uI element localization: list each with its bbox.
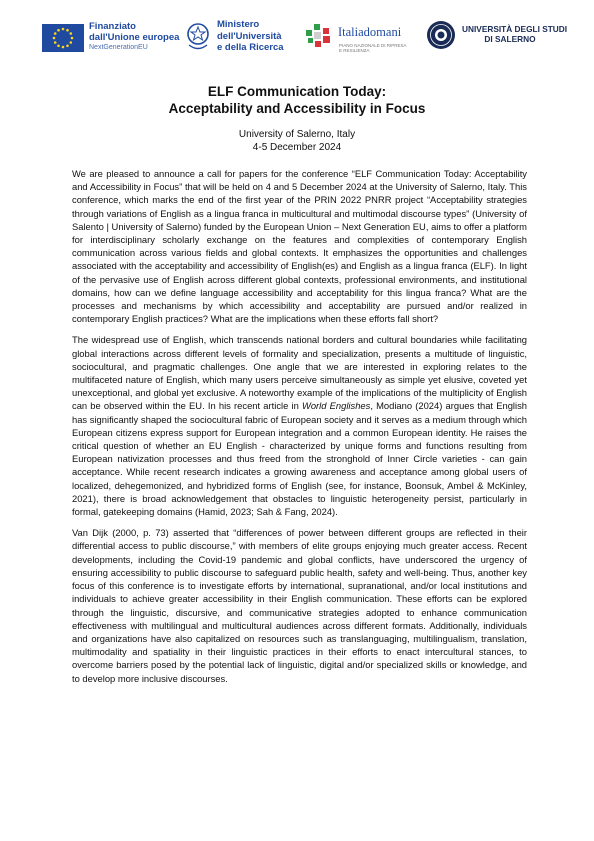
venue-dates: 4-5 December 2024 xyxy=(252,142,342,153)
venue-place: University of Salerno, Italy xyxy=(238,129,356,140)
italiadomani-mark-icon xyxy=(304,20,334,50)
ministry-logo-line3: e della Ricerca xyxy=(217,42,284,53)
paragraph-english-multiplicity xyxy=(72,333,527,518)
italiadomani-name: Italiadomani xyxy=(338,25,402,39)
university-seal-icon xyxy=(426,20,456,50)
title-line2: Acceptability and Accessibility in Focus xyxy=(168,101,426,116)
title-line1: ELF Communication Today: xyxy=(207,84,387,99)
eu-logo xyxy=(42,16,180,60)
eu-logo-line2: dall'Unione europea xyxy=(89,32,180,43)
header-logos xyxy=(42,16,568,60)
republic-emblem-icon xyxy=(185,19,211,53)
unisa-logo-line1: UNIVERSITÀ DEGLI STUDI xyxy=(462,24,568,34)
paragraph-2-part-b: , Modiano (2024) argues that English has significantly shaped the sociocultural fabric of European society and it serves as a medium through which European citizens express support for European integration and a common European identity. He raises the critical question of whether an EU English - characterized by unique forms and functions resulting from European nativization processes and thus freed from the stronghold of Inner Circle varieties - can gain acceptance. While recent research indicates a growing awareness and acceptance among global users of localized, dehegemonized, and hybridized forms of English (see, for instance, Boonsuk, Ambel & McKinley, 2021), there is broad acknowledgement that obstacles to linguistic heterogeneity persist, particularly in formal, gatekeeping domains (Hamid, 2023; Sah & Fang, 2024). xyxy=(72,400,527,518)
conference-venue xyxy=(0,128,594,154)
document-title xyxy=(0,83,594,117)
journal-title: World Englishes xyxy=(301,400,371,412)
ministry-logo-line1: Ministero xyxy=(217,19,260,30)
unisa-logo-line2: DI SALERNO xyxy=(484,34,536,44)
paragraph-intro: We are pleased to announce a call for papers for the conference “ELF Communication Today: Acceptability and Accessibility in Focus” that will be held on 4 and 5 December 2024 at the University of Salerno, Italy. This conference, which marks the end of the first year of the PRIN 2022 PNRR project “Acceptability strategies through variations of English as a lingua franca in multicultural and multimodal discourse types” (University of Salento | University of Salerno) funded by the European Union – Next Generation EU, aims to offer a platform for interdisciplinary scholarly exchange on the features and complexities of contemporary English communication across various fields and global contexts. It emphasizes the opportunities and challenges associated with the acceptability and accessibility of English(es) and English as a lingua franca (ELF). In light of the pervasive use of English across different global contexts, professional environments, and institutional domains, how can we define language accessibility and acceptability for this lingua franca? What are the processes and mechanisms by which accessibility and acceptability are pursued and/or realized in contemporary English practices? What are the implications when these efforts fall short? xyxy=(72,168,527,325)
paragraph-accessibility: Van Dijk (2000, p. 73) asserted that “differences of power between different groups are reflected in their differential access to public discourse,” with members of elite groups enjoying much greater access. Recent developments, including the Covid-19 pandemic and global conflicts, have underscored the urgency of ensuring accessibility to public discourse to safeguard public health, safety and well-being. Thus, another key focus of this conference is to investigate efforts by international, supranational, and/or local institutions and individuals to achieve greater accessibility in their English communication. These efforts can be explored through the linguistic, discursive, and communicative strategies adopted to enhance communication effectiveness with multilingual and multicultural audiences across different formats. Additionally, individuals and organizations have also capitalized on resources such as translanguaging, multilingualism, translation, multimodality and spatiality in their linguistic practices in their efforts to enact intercultural stances, to overcome barriers posed by the potential lack of linguistic, digital and/or specialized skills or knowledge, and to develop more inclusive discourses. xyxy=(72,527,527,684)
document-body xyxy=(72,167,527,693)
ministry-logo-line2: dell'Università xyxy=(217,30,282,42)
italiadomani-logo xyxy=(304,16,422,60)
italiadomani-subtitle: PIANO NAZIONALE DI RIPRESA E RESILIENZA xyxy=(339,43,407,53)
eu-logo-line3: NextGenerationEU xyxy=(89,44,148,51)
eu-logo-line1: Finanziato xyxy=(89,21,136,32)
eu-flag-icon xyxy=(42,24,84,52)
ministry-logo xyxy=(185,16,300,60)
unisa-logo xyxy=(426,16,568,60)
paragraph-2-part-a: The widespread use of English, which transcends national borders and cultural boundaries while facilitating global interactions across different levels of formality and specialization, presents a multitude of linguistic, sociocultural, and pragmatic challenges. One angle that we are interested in exploring relates to the multifaceted nature of English, which many users perceive simultaneously as simple yet elusive, coveted yet unexceptional, and global yet exclusive. A noteworthy example of the implications of the multiplicity of English can be observed within the EU. In his recent article in xyxy=(72,334,527,412)
